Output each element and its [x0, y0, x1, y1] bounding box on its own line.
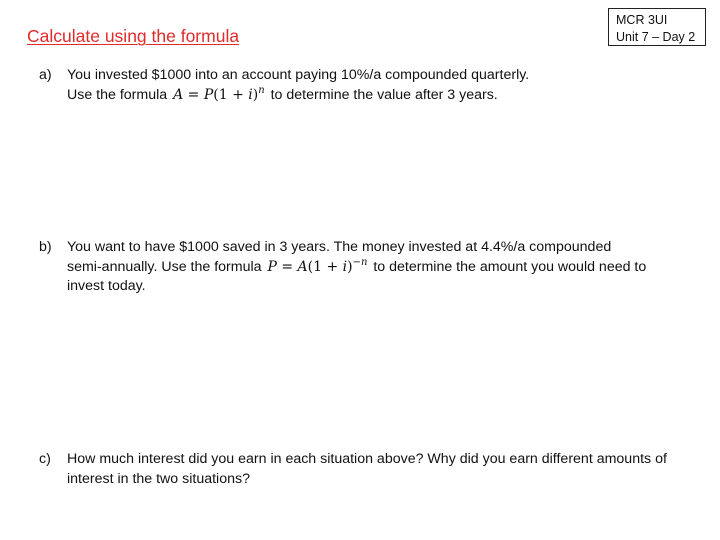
question-text-segment: to determine the amount you would need to — [369, 258, 647, 275]
compound-interest-formula: $A = P(1 + i)^n$ — [173, 84, 265, 103]
question-text — [67, 66, 529, 105]
question-b — [39, 238, 646, 297]
page-title: Calculate using the formula — [27, 26, 240, 46]
question-text-segment: to determine the value after 3 years. — [266, 86, 498, 103]
question-line: How much interest did you earn in each situation above? Why did you earn different amounts of — [67, 451, 667, 467]
question-text — [67, 238, 646, 297]
question-letter: c) — [39, 451, 51, 467]
question-line — [67, 258, 646, 278]
question-line: You invested $1000 into an account paying 10%/a compounded quarterly. — [67, 67, 530, 83]
question-a — [39, 66, 529, 105]
question-c — [39, 450, 667, 489]
question-letter: a) — [39, 67, 52, 83]
course-unit-day: Unit 7 – Day 2 — [616, 30, 696, 44]
question-text-segment: Use the formula — [67, 86, 172, 103]
course-code: MCR 3UI — [616, 13, 668, 27]
question-text-segment: semi-annually. Use the formula — [67, 258, 266, 275]
question-line: interest in the two situations? — [67, 470, 250, 487]
question-text — [67, 450, 667, 489]
course-info-box — [608, 8, 706, 46]
question-line: invest today. — [67, 278, 146, 294]
question-letter: b) — [39, 239, 52, 255]
question-line: You want to have $1000 saved in 3 years. The money invested at 4.4%/a compounded — [67, 239, 612, 255]
question-line — [67, 86, 529, 106]
present-value-formula: $P = A(1 + i)^{-n}$ — [267, 256, 368, 275]
